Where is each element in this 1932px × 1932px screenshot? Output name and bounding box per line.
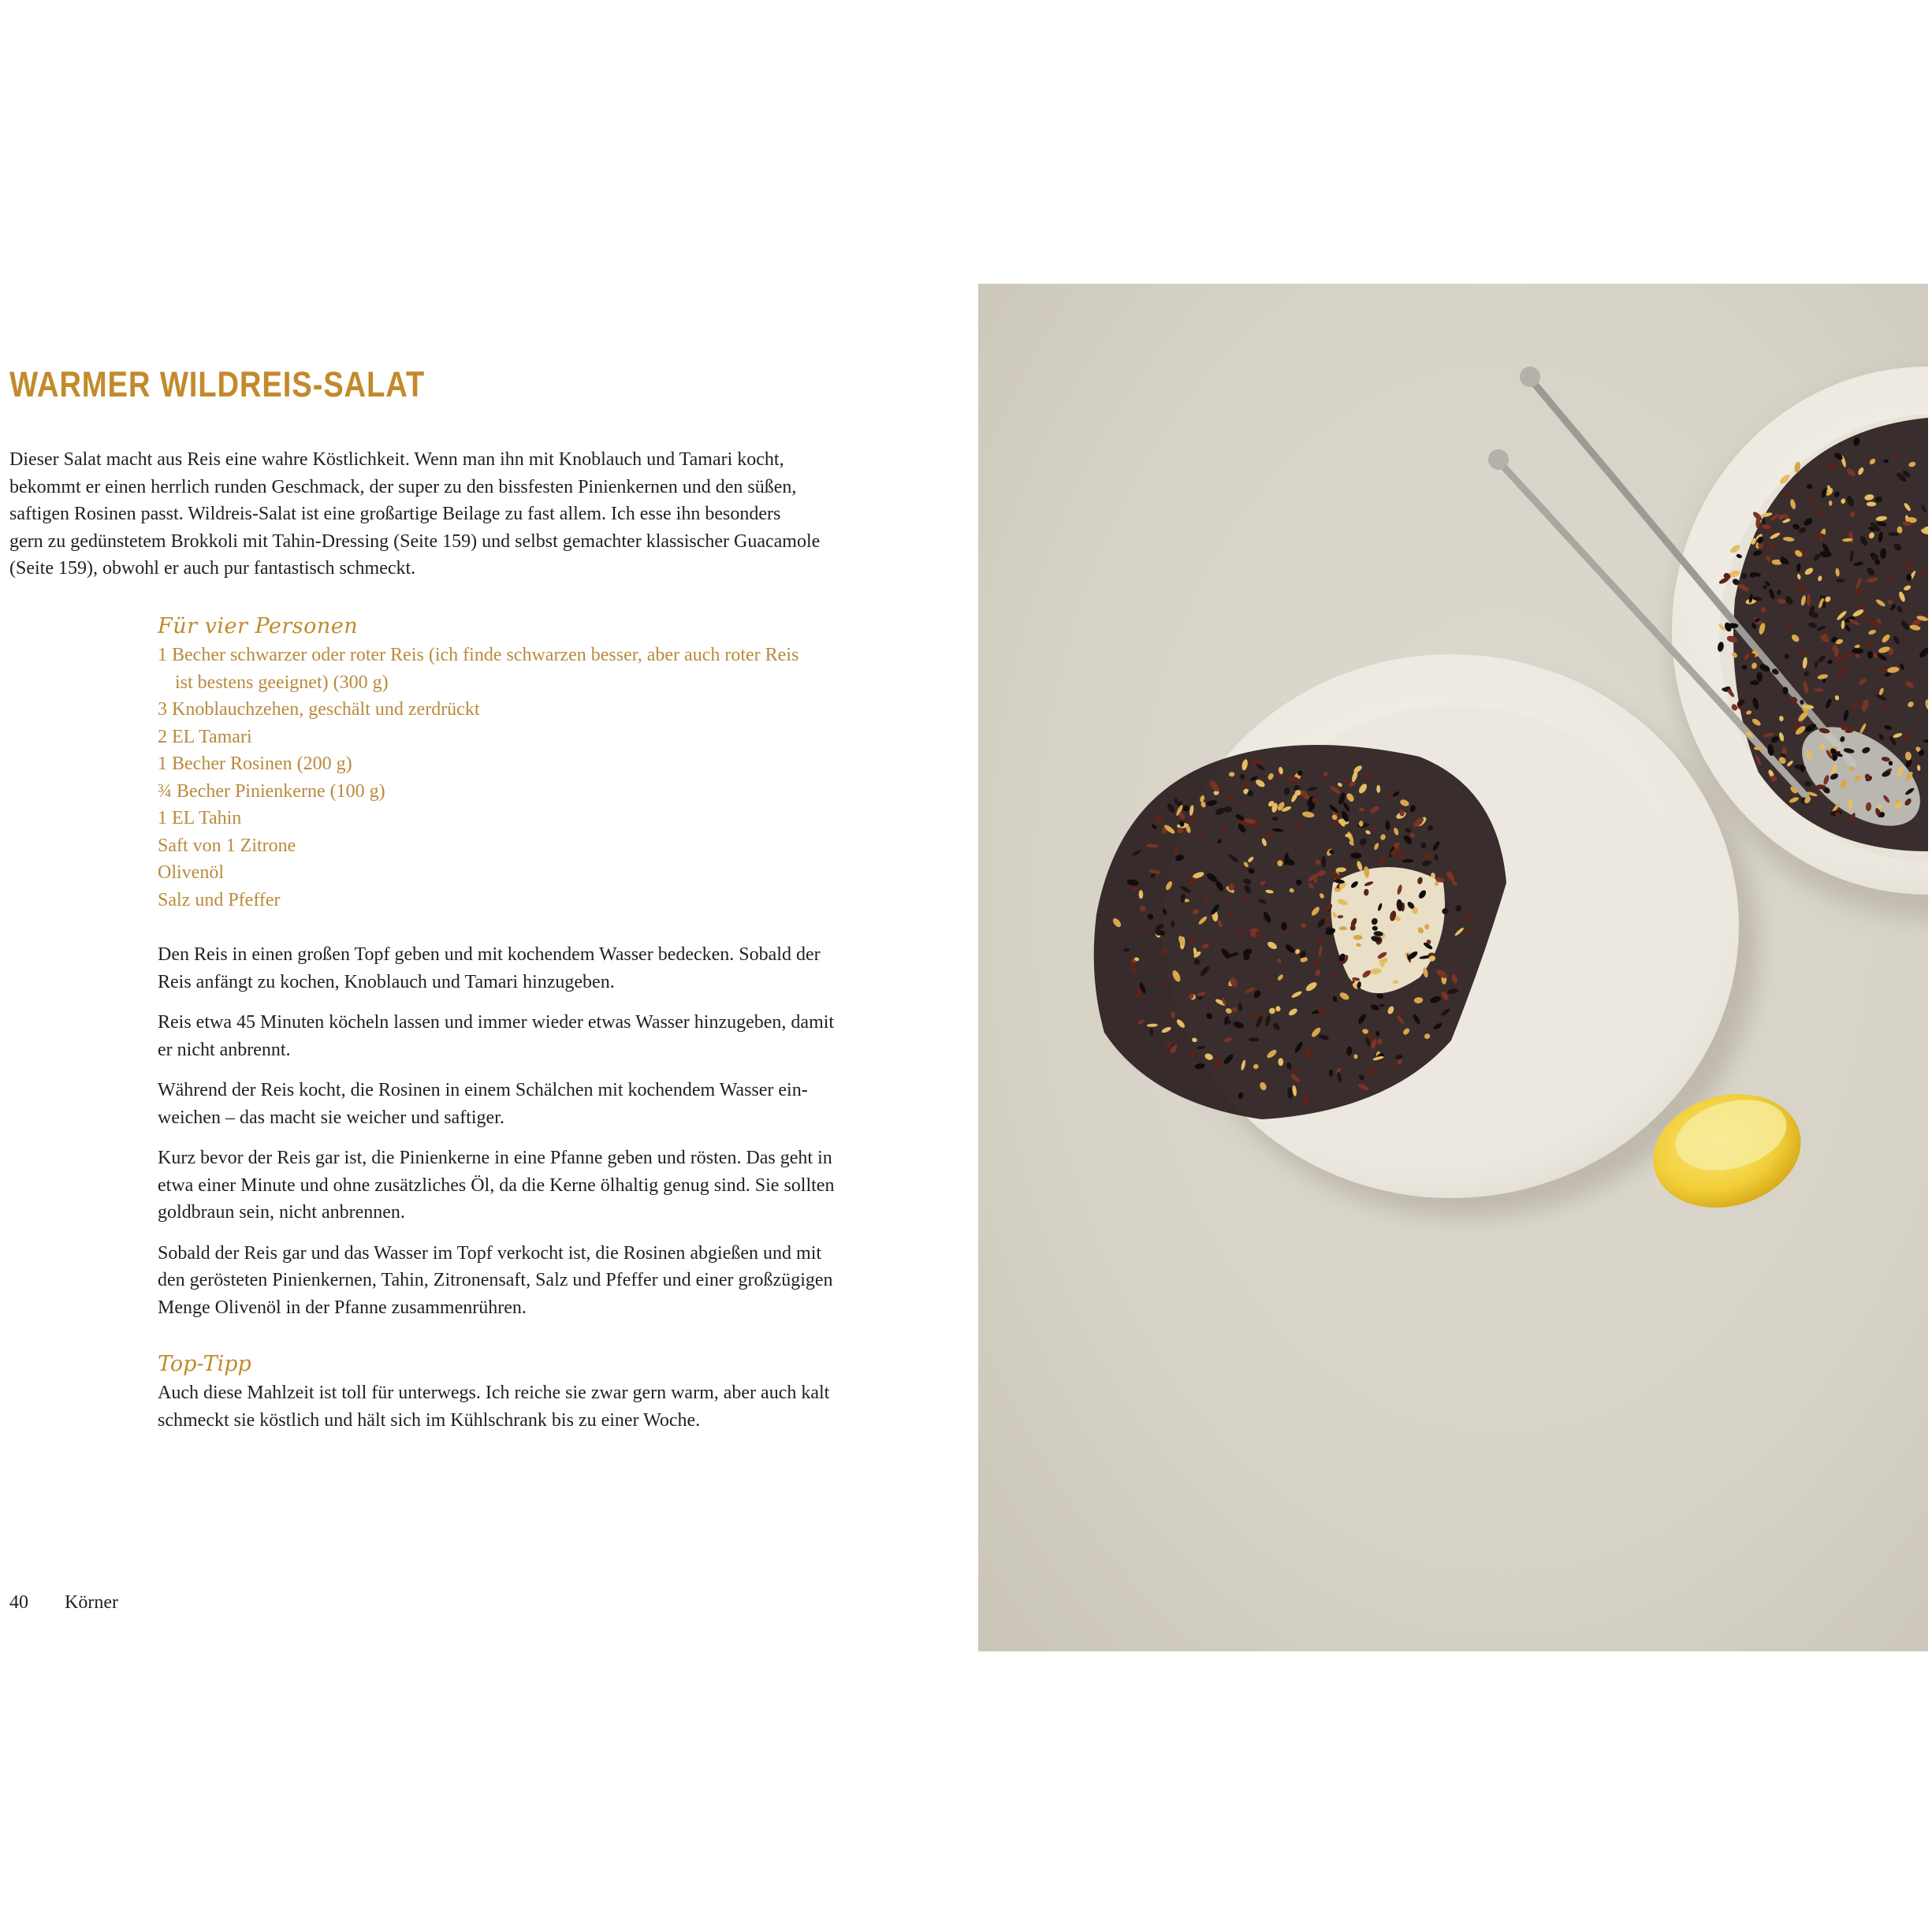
ingredient-item-continued: ist bestens geeignet) (300 g) (175, 672, 389, 693)
step-line: etwa einer Minute und ohne zusätzliches Öl, da die Kerne ölhaltig genug sind. Sie sollten (158, 1174, 835, 1196)
grain (1386, 821, 1390, 830)
page-footer (9, 1589, 118, 1616)
intro-line: gern zu gedünstetem Brokkoli mit Tahin-Dressing (Seite 159) und selbst gemachter klassischer Guacamole (9, 530, 821, 552)
intro-line: Dieser Salat macht aus Reis eine wahre Köstlichkeit. Wenn man ihn mit Knoblauch und Tamari kocht, (9, 449, 784, 470)
method-step (158, 1077, 899, 1131)
spoon-knob (1488, 449, 1509, 470)
ingredient-list (158, 612, 899, 914)
tip-line: schmeckt sie köstlich und hält sich im Kühlschrank bis zu einer Woche. (158, 1409, 701, 1431)
step-line: Kurz bevor der Reis gar ist, die Pinienkerne in eine Pfanne geben und rösten. Das geht in (158, 1148, 832, 1168)
tip-line: Auch diese Mahlzeit ist toll für unterwegs. Ich reiche sie zwar gern warm, aber auch kalt (158, 1383, 830, 1403)
ingredient-item: 1 EL Tahin (158, 808, 242, 828)
ingredient-item: Olivenöl (158, 862, 224, 883)
step-line: weichen – das macht sie weicher und saftiger. (158, 1107, 504, 1128)
grain (1278, 1058, 1283, 1066)
ingredient-item: 2 EL Tamari (158, 726, 252, 747)
step-line: Reis etwa 45 Minuten köcheln lassen und immer wieder etwas Wasser hinzugeben, damit (158, 1012, 835, 1033)
method-step (158, 941, 899, 996)
grain (1867, 502, 1876, 507)
page-number: 40 (9, 1592, 28, 1613)
step-line: Den Reis in einen großen Topf geben und mit kochendem Wasser bedecken. Sobald der (158, 944, 821, 965)
method-step (158, 1009, 899, 1063)
recipe-intro (9, 446, 916, 583)
ingredient-item: 3 Knoblauchzehen, geschält und zerdrückt (158, 699, 480, 720)
grain (1249, 1037, 1259, 1041)
step-line: er nicht anbrennt. (158, 1039, 291, 1060)
section-name: Körner (65, 1592, 118, 1613)
spoon-knob (1520, 367, 1540, 387)
food-photo-illustration (978, 284, 1928, 1651)
intro-line: saftigen Rosinen passt. Wildreis-Salat ist eine großartige Beilage zu fast allem. Ich esse ihn besonders (9, 504, 781, 524)
grain (1339, 926, 1347, 930)
tip-text (158, 1379, 899, 1434)
tip-heading: Top-Tipp (158, 1352, 251, 1376)
grain (1149, 1028, 1153, 1036)
ingredient-item: ¾ Becher Pinienkerne (100 g) (158, 780, 385, 802)
step-line: Reis anfängt zu kochen, Knoblauch und Tamari hinzugeben. (158, 971, 615, 992)
step-line: Während der Reis kocht, die Rosinen in einem Schälchen mit kochendem Wasser ein- (158, 1080, 808, 1100)
step-line: den gerösteten Pinienkernen, Tahin, Zitronensaft, Salz und Pfeffer und einer großzügigen (158, 1270, 833, 1290)
ingredient-item: Salz und Pfeffer (158, 889, 281, 910)
grain (1836, 579, 1845, 583)
step-line: goldbraun sein, nicht anbrennen. (158, 1202, 405, 1223)
intro-line: (Seite 159), obwohl er auch pur fantastisch schmeckt. (9, 558, 416, 579)
food-photo (978, 284, 1928, 1651)
grain (1750, 680, 1759, 685)
top-tip (158, 1349, 899, 1434)
step-line: Sobald der Reis gar und das Wasser im Topf verkocht ist, die Rosinen abgießen und mit (158, 1242, 822, 1264)
ingredient-item: 1 Becher Rosinen (200 g) (158, 754, 352, 774)
ingredient-item: Saft von 1 Zitrone (158, 835, 296, 856)
grain (1329, 1070, 1333, 1077)
servings-heading: Für vier Personen (158, 614, 359, 638)
recipe-title: WARMER WILDREIS-SALAT (9, 364, 426, 404)
method-steps (158, 941, 899, 1335)
step-line: Menge Olivenöl in der Pfanne zusammenrühren. (158, 1297, 527, 1318)
method-step (158, 1240, 899, 1322)
ingredient-item: 1 Becher schwarzer oder roter Reis (ich finde schwarzen besser, aber auch roter Reis (158, 645, 799, 665)
intro-line: bekommt er einen herrlich runden Geschmack, der super zu den bissfesten Pinienkernen und den süßen, (9, 476, 797, 497)
method-step (158, 1145, 899, 1227)
